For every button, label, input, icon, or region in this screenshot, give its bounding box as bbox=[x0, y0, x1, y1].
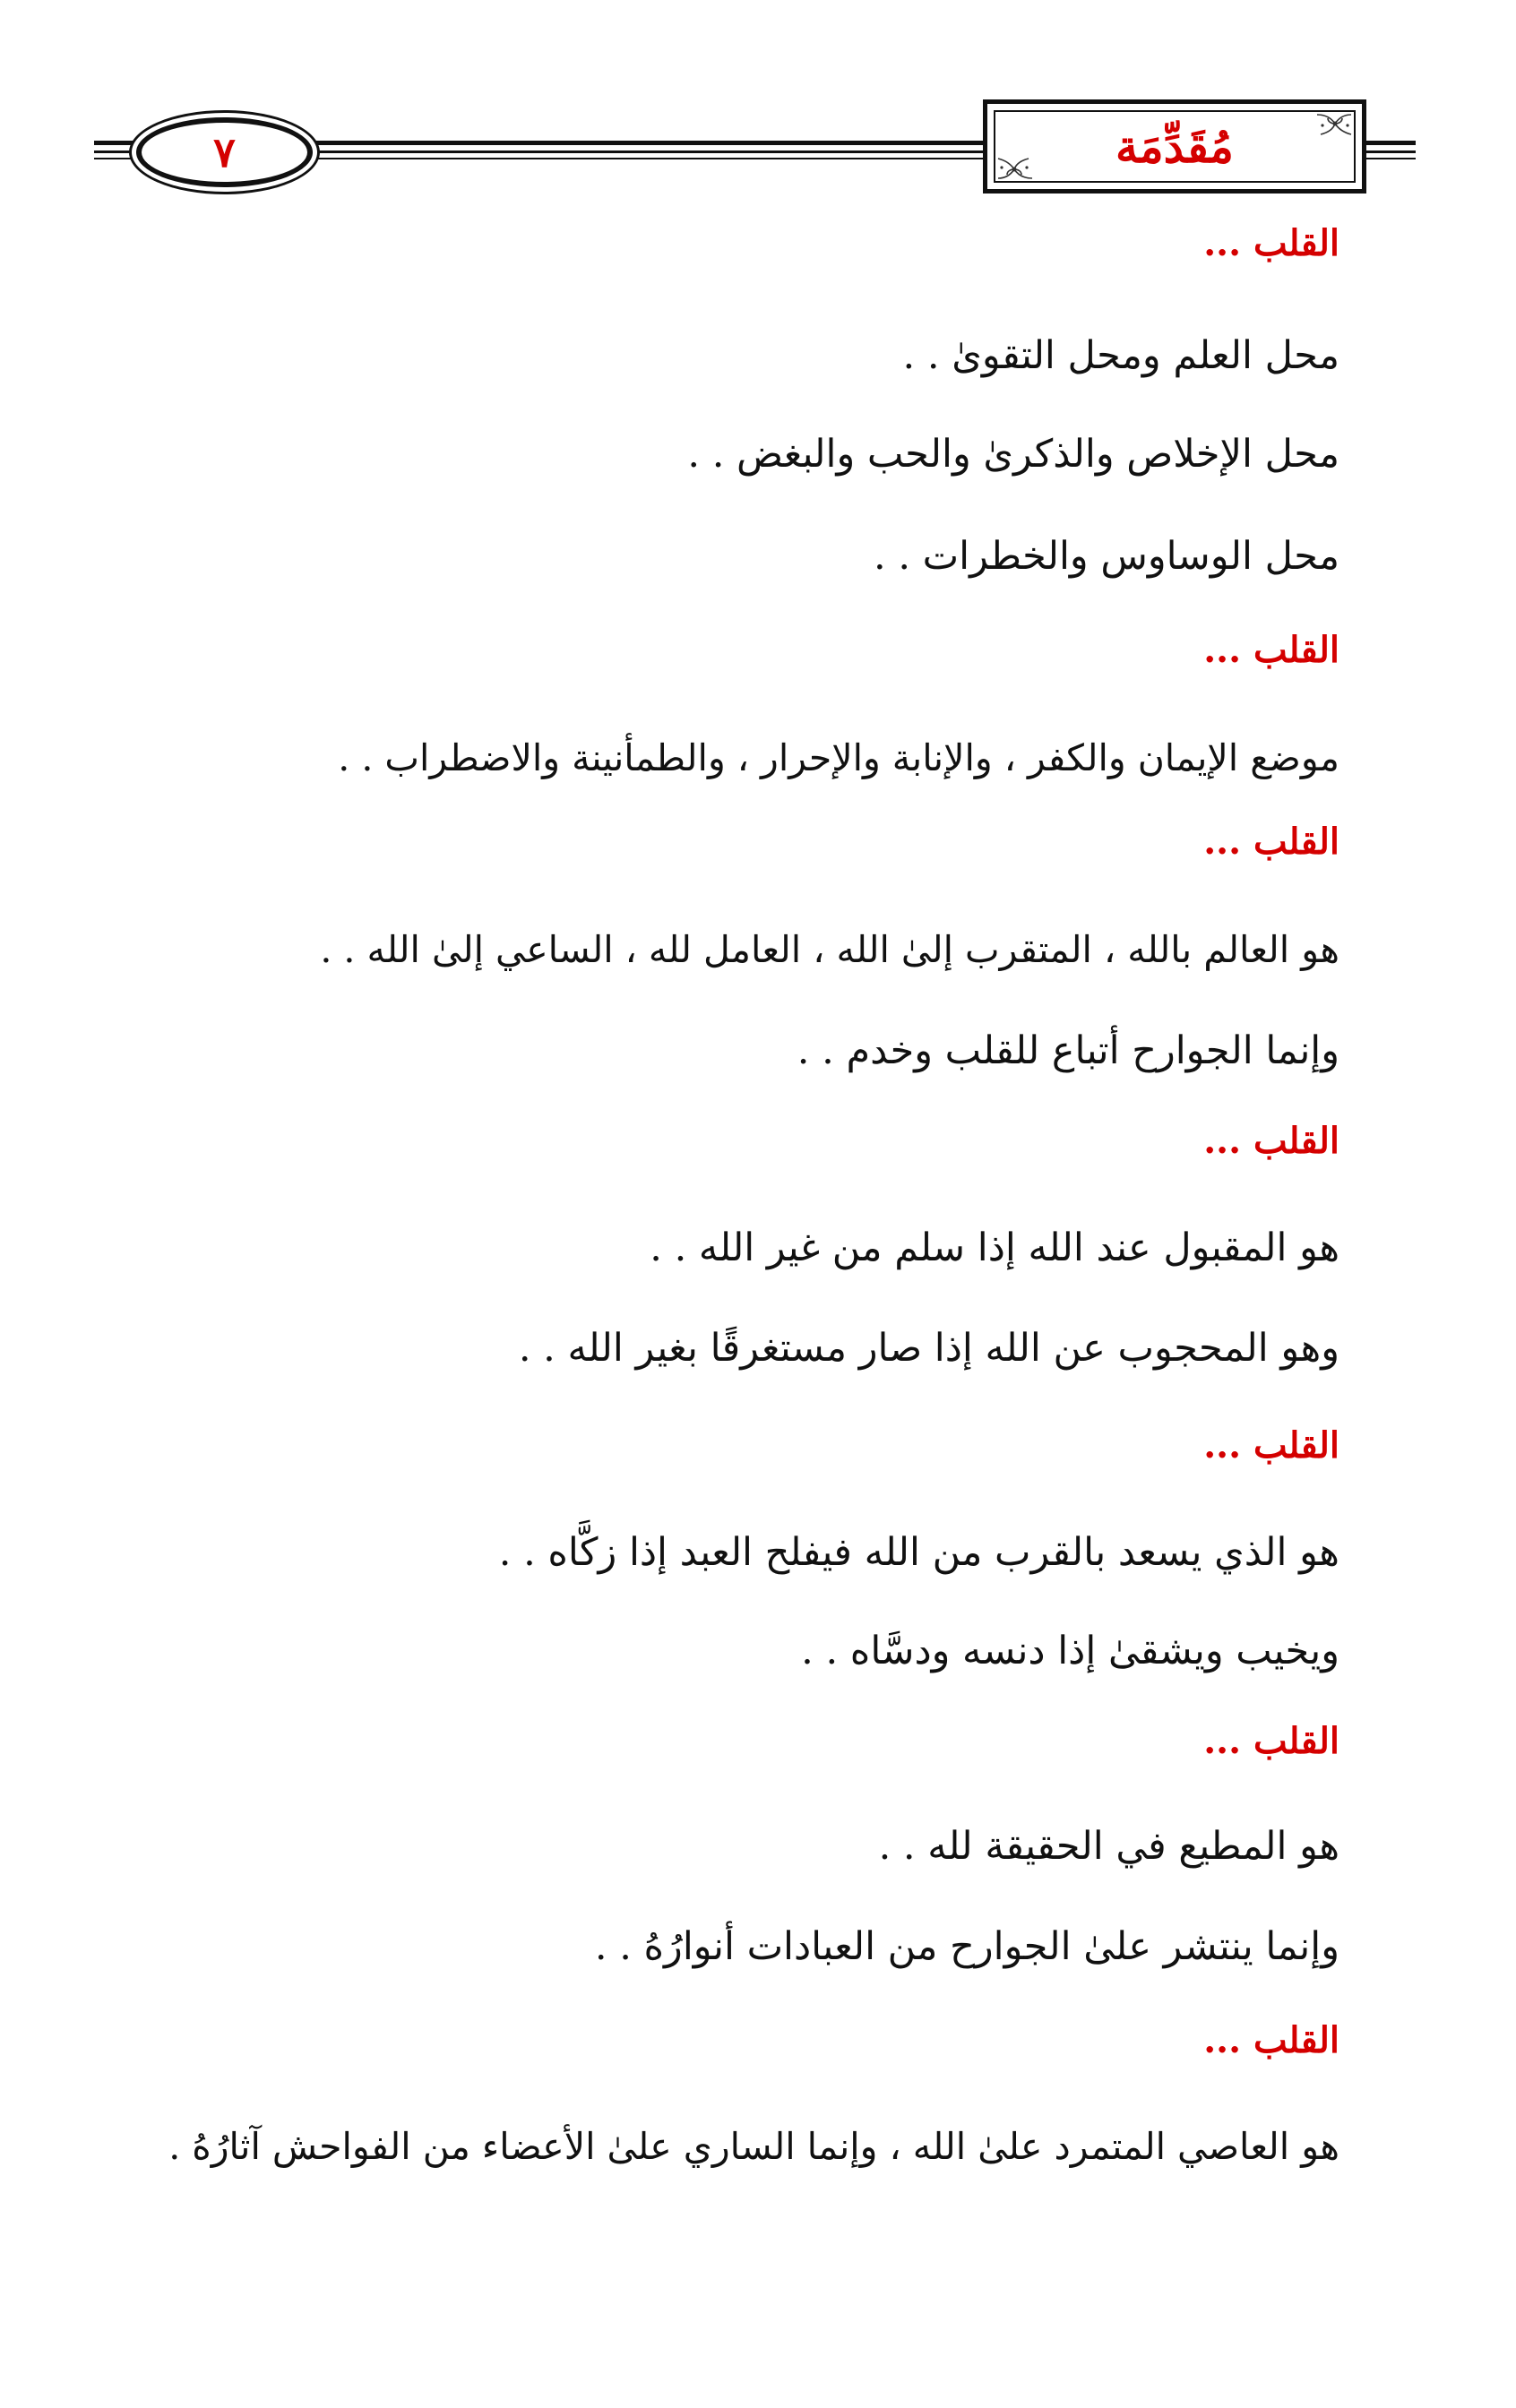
paragraph-line: وهو المحجوب عن الله إذا صار مستغرقًا بغير الله . . bbox=[518, 1326, 1339, 1371]
paragraph-line: هو الذي يسعد بالقرب من الله فيفلح العبد إذا زكَّاه . . bbox=[498, 1530, 1339, 1575]
chapter-title-frame bbox=[983, 99, 1366, 194]
section-heading: القلب ... bbox=[1203, 222, 1339, 264]
floral-ornament-icon bbox=[996, 155, 1034, 180]
paragraph-line: وإنما الجوارح أتباع للقلب وخدم . . bbox=[797, 1028, 1339, 1073]
paragraph-line: محل الوساوس والخطرات . . bbox=[873, 534, 1339, 579]
paragraph-line: محل العلم ومحل التقوىٰ . . bbox=[902, 333, 1339, 378]
page-number: ٧ bbox=[213, 128, 236, 176]
paragraph-line: موضع الإيمان والكفر ، والإنابة والإحرار ، والطمأنينة والاضطراب . . bbox=[338, 736, 1339, 779]
paragraph-line: هو العاصي المتمرد علىٰ الله ، وإنما الساري علىٰ الأعضاء من الفواحش آثارُهُ . bbox=[168, 2125, 1339, 2168]
chapter-title: مُقَدِّمَة bbox=[1115, 120, 1234, 173]
section-heading: القلب ... bbox=[1203, 1424, 1339, 1466]
section-heading: القلب ... bbox=[1203, 2019, 1339, 2061]
section-heading: القلب ... bbox=[1203, 1120, 1339, 1162]
page-number-frame bbox=[136, 117, 313, 187]
page-header bbox=[0, 0, 1516, 206]
paragraph-line: هو العالم بالله ، المتقرب إلىٰ الله ، العامل لله ، الساعي إلىٰ الله . . bbox=[320, 928, 1339, 971]
paragraph-line: محل الإخلاص والذكرىٰ والحب والبغض . . bbox=[687, 432, 1339, 477]
paragraph-line: هو المطيع في الحقيقة لله . . bbox=[878, 1824, 1339, 1869]
section-heading: القلب ... bbox=[1203, 1720, 1339, 1762]
section-heading: القلب ... bbox=[1203, 821, 1339, 863]
paragraph-line: هو المقبول عند الله إذا سلم من غير الله . . bbox=[650, 1226, 1339, 1270]
paragraph-line: ويخيب ويشقىٰ إذا دنسه ودسَّاه . . bbox=[801, 1629, 1339, 1673]
paragraph-line: وإنما ينتشر علىٰ الجوارح من العبادات أنوارُهُ . . bbox=[594, 1924, 1339, 1969]
floral-ornament-icon bbox=[1315, 113, 1353, 138]
page-body bbox=[90, 215, 1339, 2275]
section-heading: القلب ... bbox=[1203, 629, 1339, 671]
